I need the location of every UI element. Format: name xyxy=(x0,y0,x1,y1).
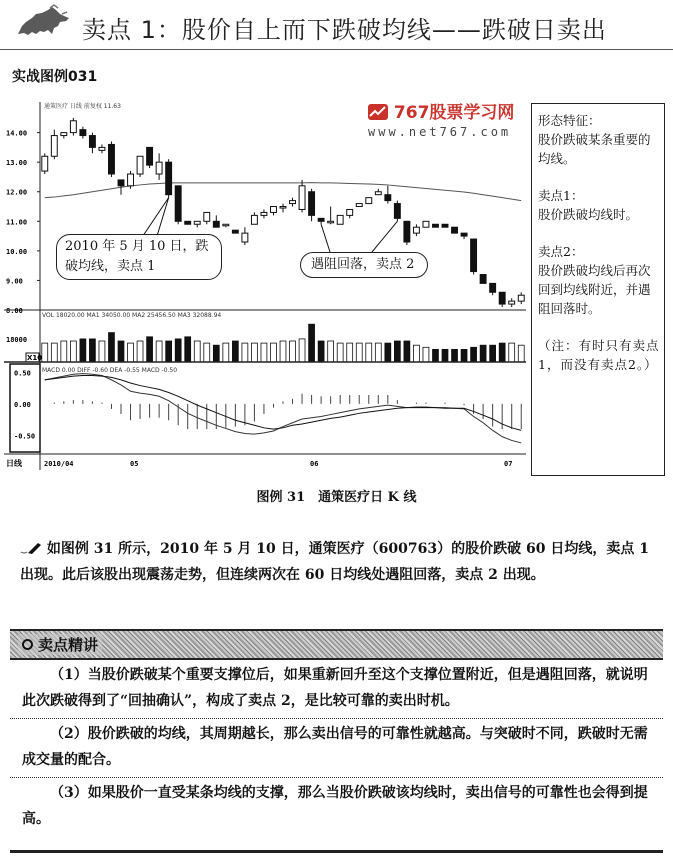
sell2-text: 股价跌破均线后再次回到均线附近，并遇阻回落时。 xyxy=(538,263,651,316)
svg-text:2010/04: 2010/04 xyxy=(44,460,74,468)
remark: （注：有时只有卖点1，而没有卖点2。） xyxy=(538,338,660,372)
header-divider xyxy=(0,49,673,50)
bull-icon xyxy=(14,4,72,40)
svg-text:MACD 0.00 DIFF -0.60 DEA -0.: MACD 0.00 DIFF -0.60 DEA -0.55 MACD -0.50 xyxy=(42,367,178,374)
svg-text:18000: 18000 xyxy=(6,336,28,344)
svg-text:VOL 18020.00 MA1 34050.00 MA: VOL 18020.00 MA1 34050.00 MA2 25456.50 MA3 32088.94 xyxy=(42,312,222,319)
watermark xyxy=(368,98,514,139)
svg-text:14.00: 14.00 xyxy=(6,129,28,138)
watermark-url: www.net767.com xyxy=(368,125,512,139)
feature-title: 形态特征： xyxy=(538,113,601,128)
key-point-3: （3）如果股价一直受某条均线的支撑，那么当股价跌破该均线时，卖出信号的可靠性也会得到提高。 xyxy=(22,785,648,827)
page-title: 卖点 1：股价自上而下跌破均线——跌破日卖出 xyxy=(82,16,607,44)
key-point-2: （2）股价跌破的均线，其周期越长，那么卖出信号的可靠性就越高。与突破时不同，跌破时无需成交量的配合。 xyxy=(10,719,663,778)
svg-text:13.00: 13.00 xyxy=(6,159,28,168)
stock-chart xyxy=(4,96,530,470)
key-point-1: （1）当股价跌破某个重要支撑位后，如果重新回升至这个支撑位置附近，但是遇阻回落，就说明此次跌破得到了“回抽确认”，构成了卖点 2，是比较可靠的卖出时机。 xyxy=(10,660,663,719)
sell1-title: 卖点1： xyxy=(538,188,584,203)
svg-text:06: 06 xyxy=(310,460,319,468)
svg-text:11.00: 11.00 xyxy=(6,218,28,227)
watermark-title: 767股票学习网 xyxy=(368,98,514,123)
bottom-divider xyxy=(10,850,663,853)
section-header xyxy=(10,629,663,660)
sell2-title: 卖点2： xyxy=(538,244,584,259)
svg-text:通策医疗 日线 前复权 11.63: 通策医疗 日线 前复权 11.63 xyxy=(44,103,121,110)
svg-text:日线: 日线 xyxy=(6,459,22,468)
pattern-notes-box xyxy=(531,103,665,476)
description-paragraph: 如图例 31 所示，2010 年 5 月 10 日，通策医疗（600763）的股价跌破 60 日均线，卖点 1 出现。此后该股出现震荡走势，但连续两次在 60 日均线处遇阻回落，卖点 2 出现。 xyxy=(20,541,649,583)
svg-text:8.00: 8.00 xyxy=(6,307,23,315)
feature-text: 股价跌破某条重要的均线。 xyxy=(538,132,651,166)
section-title: 卖点精讲 xyxy=(38,636,99,654)
callout-sell-point-1: 2010 年 5 月 10 日，跌破均线，卖点 1 xyxy=(56,234,222,280)
rising-chart-icon xyxy=(368,104,388,120)
circle-icon xyxy=(22,639,33,650)
page-header xyxy=(0,0,673,50)
svg-text:9.00: 9.00 xyxy=(6,277,23,286)
svg-text:X10: X10 xyxy=(27,354,43,362)
pen-icon xyxy=(20,541,42,555)
svg-text:12.00: 12.00 xyxy=(6,188,28,197)
svg-text:0.00: 0.00 xyxy=(14,400,31,409)
svg-text:10.00: 10.00 xyxy=(6,247,28,256)
svg-text:-0.50: -0.50 xyxy=(14,432,36,441)
sell1-text: 股价跌破均线时。 xyxy=(538,207,639,222)
svg-text:07: 07 xyxy=(504,460,513,468)
svg-text:0.50: 0.50 xyxy=(14,369,31,378)
callout-sell-point-2: 遇阻回落，卖点 2 xyxy=(300,252,428,278)
example-label: 实战图例031 xyxy=(12,69,98,85)
figure-caption: 图例 31 通策医疗日 K 线 xyxy=(256,490,417,505)
key-points xyxy=(10,660,663,836)
candlestick-chart xyxy=(4,96,530,470)
svg-text:05: 05 xyxy=(130,460,139,468)
